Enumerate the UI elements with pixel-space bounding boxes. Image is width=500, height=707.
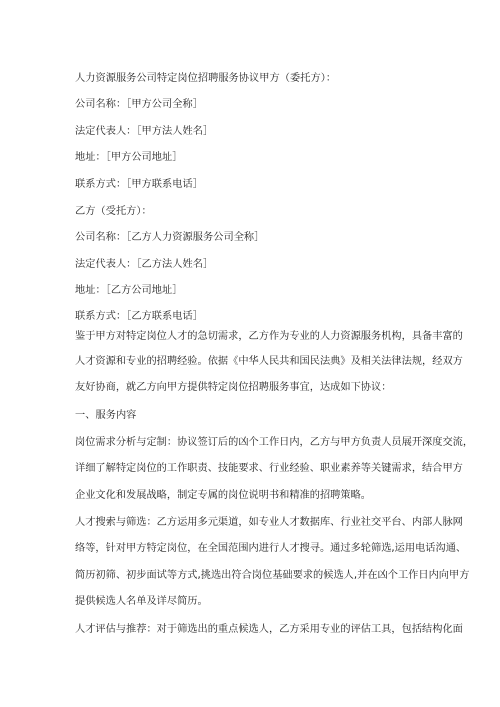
party-a-representative: 法定代表人：［甲方法人姓名］ [75, 126, 214, 137]
party-b-company: 公司名称：［乙方人力资源服务公司全称］ [75, 232, 265, 243]
item-1-line: 详细了解特定岗位的工作职责、技能要求、行业经验、职业素养等关键需求，结合甲方 [75, 463, 463, 474]
item-1-line: 岗位需求分析与定制：协议签订后的凶个工作日内，乙方与甲方负责人员展开深度交流， [75, 437, 474, 448]
item-2-line: 提供候选人名单及详尽简历。 [75, 596, 208, 607]
party-a-company: 公司名称：［甲方公司全称］ [75, 99, 203, 110]
item-2-line: 络等，针对甲方特定岗位，在全国范围内进行人才搜寻。通过多轮筛选,运用电话沟通、 [75, 543, 467, 554]
party-b-representative: 法定代表人：［乙方法人姓名］ [75, 259, 214, 270]
item-2-line: 人才搜索与筛选：乙方运用多元渠道，如专业人才数据库、行业社交平台、内部人脉网 [75, 517, 463, 528]
document-title: 人力资源服务公司特定岗位招聘服务协议甲方（委托方）： [75, 73, 337, 84]
preamble-line: 人才资源和专业的招聘经验。依据《中华人民共和国民法典》及相关法律法规，经双方 [75, 356, 463, 367]
item-3-line: 人才评估与推荐：对于筛选出的重点候选人，乙方采用专业的评估工具，包括结构化面 [75, 624, 463, 635]
item-1-line: 企业文化和发展战略，制定专属的岗位说明书和精准的招聘策略。 [75, 490, 372, 501]
party-b-address: 地址：［乙方公司地址］ [75, 285, 183, 296]
item-2-line: 简历初筛、初步面试等方式,挑选出符合岗位基础要求的候选人,并在凶个工作日内向甲方 [75, 570, 470, 581]
preamble-line: 友好协商，就乙方向甲方提供特定岗位招聘服务事宜，达成如下协议： [75, 382, 392, 393]
party-a-contact: 联系方式：［甲方联系电话］ [75, 179, 203, 190]
party-a-address: 地址：［甲方公司地址］ [75, 152, 183, 163]
party-b-contact: 联系方式：［乙方联系电话］ [75, 311, 203, 322]
preamble-line: 鉴于甲方对特定岗位人才的急切需求，乙方作为专业的人力资源服务机构，具备丰富的 [75, 331, 463, 342]
party-b-heading: 乙方（受托方）： [75, 206, 152, 217]
section-heading: 一、服务内容 [75, 410, 137, 421]
